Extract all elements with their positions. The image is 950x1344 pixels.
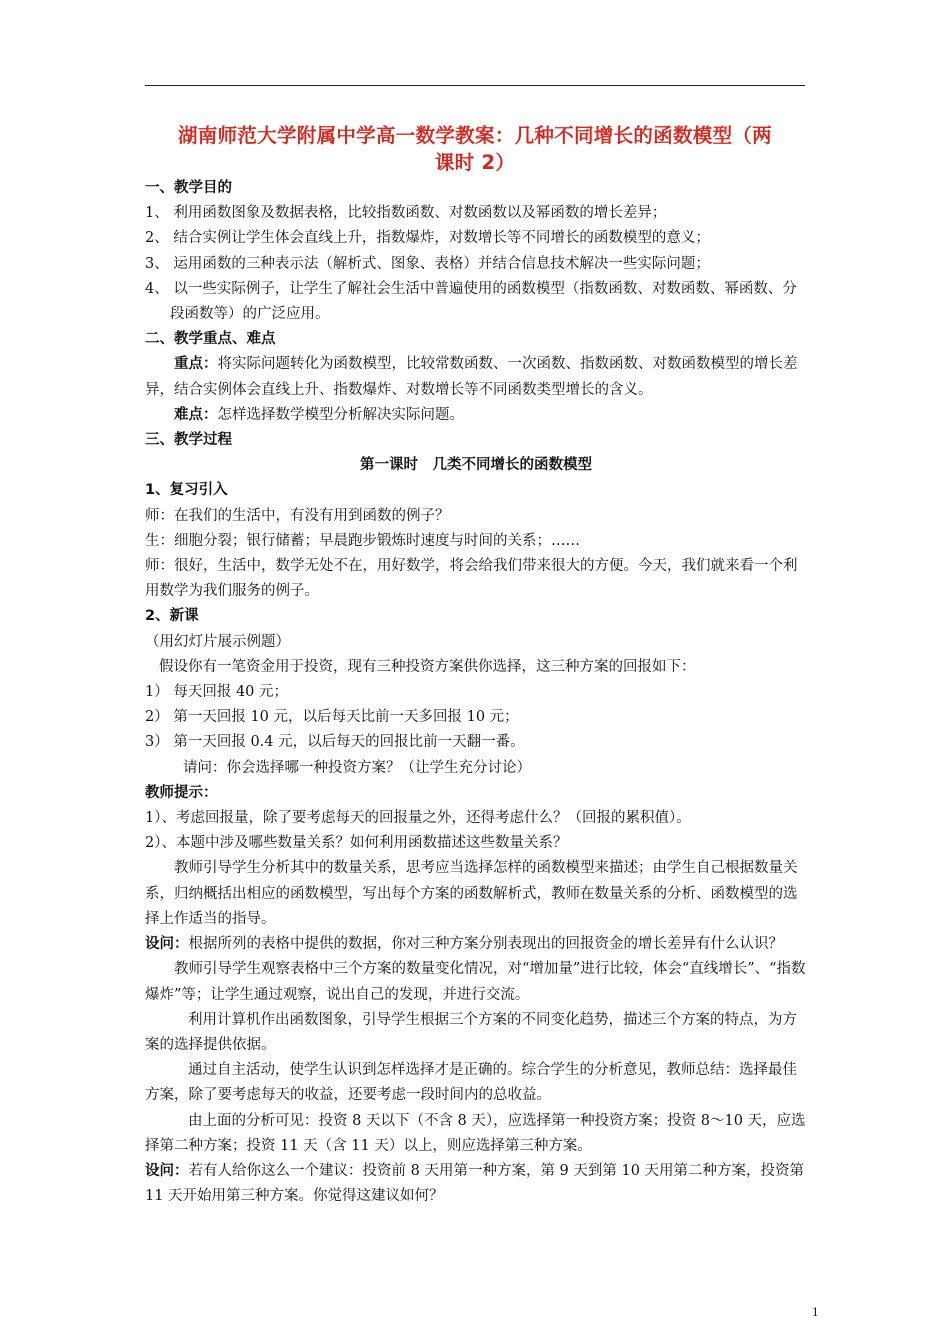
objective-item-2: 2、 结合实例让学生体会直线上升，指数爆炸，对数增长等不同增长的函数模型的意义； — [145, 230, 710, 247]
key-point-paragraph — [145, 352, 807, 402]
teacher-hint-heading: 教师提示： — [145, 784, 218, 801]
guide-paragraph-1: 教师引导学生分析其中的数量关系，思考应当选择怎样的函数模型来描述；由学生自己根据数量关系，归纳概括出相应的函数模型，写出每个方案的函数解析式，教师在数量关系的分析、函数模型的选择上作适当的指导。 — [145, 860, 798, 927]
guide-paragraph-4: 通过自主活动，使学生认识到怎样选择才是正确的。综合学生的分析意见，教师总结：选择最佳方案，除了要考虑每天的收益，还要考虑一段时间内的总收益。 — [145, 1062, 797, 1104]
objective-item-1: 1、 利用函数图象及数据表格，比较指数函数、对数函数以及幂函数的增长差异； — [145, 205, 667, 222]
review-heading: 1、复习引入 — [145, 482, 228, 499]
ask-paragraph-1 — [145, 932, 807, 957]
difficulty-paragraph — [145, 403, 807, 428]
dialogue-line-2: 生：细胞分裂；银行储蓄；早晨跑步锻炼时速度与时间的关系；…… — [145, 532, 580, 549]
question-line: 请问：你会选择哪一种投资方案？（让学生充分讨论） — [183, 759, 531, 776]
section-heading-process: 三、教学过程 — [145, 432, 232, 449]
ask-1-text: 根据所列的表格中提供的数据，你对三种方案分别表现出的回报资金的增长差异有什么认识？ — [188, 936, 783, 953]
title-line-1: 湖南师范大学附属中学高一数学教案：几种不同增长的函数模型（两 — [177, 124, 772, 147]
problem-statement: 假设你有一笔资金用于投资，现有三种投资方案供你选择，这三种方案的回报如下： — [159, 658, 696, 675]
guide-paragraph-5: 由上面的分析可见：投资 8 天以下（不含 8 天），应选择第一种投资方案；投资 8～10 天，应选择第二种方案；投资 11 天（含 11 天）以上，则应选择第三种方案。 — [145, 1112, 806, 1154]
ask-paragraph-2 — [145, 1159, 807, 1209]
option-1: 1） 每天回报 40 元； — [145, 684, 289, 701]
objective-item-3: 3、 运用函数的三种表示法（解析式、图象、表格）并结合信息技术解决一些实际问题； — [145, 255, 710, 272]
difficulty-text: 怎样选择数学模型分析解决实际问题。 — [217, 406, 464, 423]
key-point-text: 将实际问题转化为函数模型，比较常数函数、一次函数、指数函数、对数函数模型的增长差异，结合实例体会直线上升、指数爆炸、对数增长等不同函数类型增长的含义。 — [145, 356, 798, 398]
difficulty-label: 难点： — [174, 406, 218, 423]
slide-note: （用幻灯片展示例题） — [145, 633, 290, 650]
document-body — [145, 176, 807, 1209]
page-number: 1 — [812, 1304, 819, 1319]
title-line-2: 课时 2） — [434, 151, 516, 174]
guide-paragraph-3: 利用计算机作出函数图象，引导学生根据三个方案的不同变化趋势，描述三个方案的特点，为方案的选择提供依据。 — [145, 1011, 797, 1053]
section-heading-key-points: 二、教学重点、难点 — [145, 331, 276, 348]
guide-paragraph-2: 教师引导学生观察表格中三个方案的数量变化情况，对“增加量”进行比较，体会“直线增长”、“指数爆炸”等；让学生通过观察，说出自己的发现，并进行交流。 — [145, 961, 806, 1003]
dialogue-line-3: 师：很好，生活中，数学无处不在，用好数学，将会给我们带来很大的方便。今天，我们就来看一个利用数学为我们服务的例子。 — [145, 558, 798, 600]
new-lesson-heading: 2、新课 — [145, 608, 199, 625]
ask-2-label: 设问： — [145, 1162, 189, 1179]
option-3: 3） 第一天回报 0.4 元，以后每天的回报比前一天翻一番。 — [145, 734, 525, 751]
hint-1: 1）、考虑回报量，除了要考虑每天的回报量之外，还得考虑什么？（回报的累积值）。 — [145, 810, 691, 827]
objective-item-4: 4、 以一些实际例子，让学生了解社会生活中普遍使用的函数模型（指数函数、对数函数、幂函数、分段函数等）的广泛应用。 — [145, 280, 797, 323]
lesson-title: 第一课时 几类不同增长的函数模型 — [360, 457, 592, 474]
dialogue-line-1: 师：在我们的生活中，有没有用到函数的例子？ — [145, 507, 450, 524]
ask-1-label: 设问： — [145, 936, 189, 953]
key-point-label: 重点： — [174, 356, 218, 373]
header-rule — [145, 85, 805, 86]
document-title — [145, 122, 805, 176]
hint-2: 2）、本题中涉及哪些数量关系？如何利用函数描述这些数量关系？ — [145, 835, 568, 852]
section-heading-objectives: 一、教学目的 — [145, 180, 232, 196]
option-2: 2） 第一天回报 10 元，以后每天比前一天多回报 10 元； — [145, 709, 519, 726]
ask-2-text: 若有人给你这么一个建议：投资前 8 天用第一种方案，第 9 天到第 10 天用第二种方案，投资第 11 天开始用第三种方案。你觉得这建议如何？ — [145, 1162, 805, 1205]
